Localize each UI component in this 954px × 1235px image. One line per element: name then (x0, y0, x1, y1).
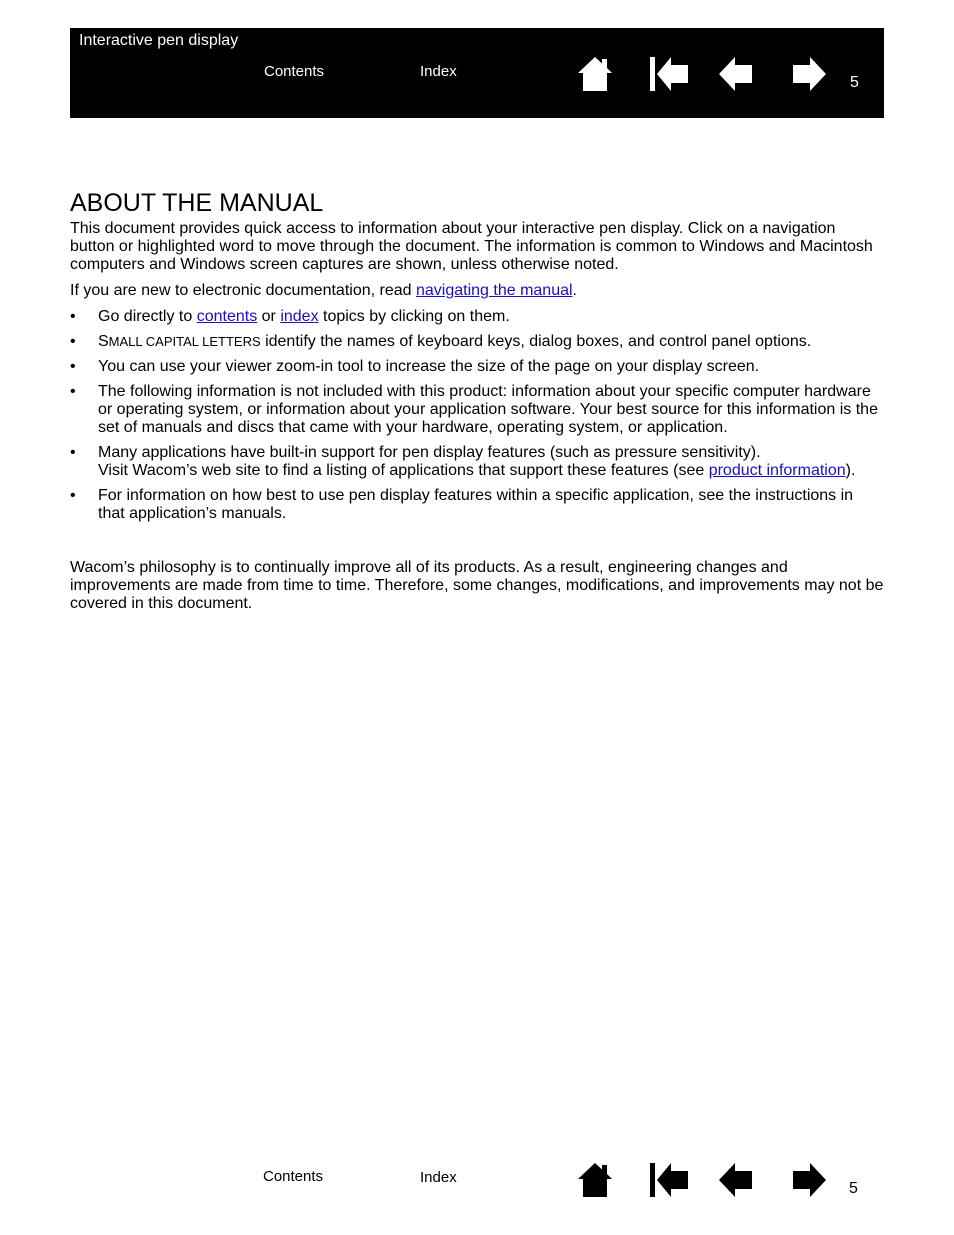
navigating-manual-link[interactable]: navigating the manual (415, 282, 573, 299)
first-page-icon[interactable] (648, 1160, 688, 1200)
list-item: • The following information is not included with this product: information about your specific computer hardware or operating system, or information about your application software. Your best source for this information is the set of manuals and discs that came with your hardware, operating system, or application. (70, 383, 884, 437)
list-item (70, 333, 884, 351)
contents-inline-link[interactable]: contents (196, 308, 258, 325)
page-number: 5 (850, 74, 859, 91)
list-item (70, 308, 884, 326)
bullet-text: identify the names of keyboard keys, dialog boxes, and control panel options. (260, 333, 812, 350)
footer-bar (70, 1150, 884, 1210)
next-page-icon[interactable] (787, 54, 827, 94)
home-icon[interactable] (575, 1160, 615, 1200)
philosophy-paragraph: Wacom’s philosophy is to continually improve all of its products. As a result, engineering changes and improvements are made from time to time. Therefore, some changes, modifications, and improvements may not be covered in this document. (70, 559, 884, 612)
product-information-link[interactable]: product information (708, 462, 846, 479)
bullet-text: or (257, 308, 281, 325)
bullet-text: Go directly to (98, 308, 197, 325)
main-content (70, 188, 884, 621)
next-page-icon[interactable] (787, 1160, 827, 1200)
bullet-text: S (98, 333, 109, 350)
first-page-icon[interactable] (648, 54, 688, 94)
bullet-text: Visit Wacom’s web site to find a listing of applications that support these features (see (98, 462, 709, 479)
bullet-text: Many applications have built-in support for pen display features (such as pressure sensitivity). (98, 444, 761, 461)
header-bar (70, 28, 884, 118)
bullet-text: ). (845, 462, 856, 479)
list-item (70, 444, 884, 480)
new-user-text: If you are new to electronic documentation, read (70, 282, 416, 299)
index-link[interactable]: Index (420, 63, 457, 80)
footer-index-link[interactable]: Index (420, 1169, 457, 1186)
home-icon[interactable] (575, 54, 615, 94)
section-title: ABOUT THE MANUAL (70, 189, 324, 217)
new-user-suffix: . (572, 282, 577, 299)
new-user-paragraph (70, 282, 884, 300)
list-item: • You can use your viewer zoom-in tool to increase the size of the page on your display screen. (70, 358, 884, 376)
intro-paragraph: This document provides quick access to information about your interactive pen display. Click on a navigation button or highlighted word to move through the document. The information is common to Windows and Macintosh computers and Windows screen captures are shown, unless otherwise noted. (70, 220, 873, 273)
document-title: Interactive pen display (79, 32, 239, 49)
index-inline-link[interactable]: index (280, 308, 319, 325)
footer-contents-link[interactable]: Contents (263, 1168, 324, 1185)
contents-link[interactable]: Contents (264, 63, 325, 80)
bullet-list (70, 308, 884, 523)
small-caps-text: MALL CAPITAL LETTERS (108, 334, 261, 349)
footer-page-number: 5 (849, 1180, 858, 1197)
bullet-text: topics by clicking on them. (318, 308, 510, 325)
previous-page-icon[interactable] (718, 1160, 758, 1200)
list-item: • For information on how best to use pen display features within a specific application, see the instructions in that application’s manuals. (70, 487, 884, 523)
previous-page-icon[interactable] (718, 54, 758, 94)
